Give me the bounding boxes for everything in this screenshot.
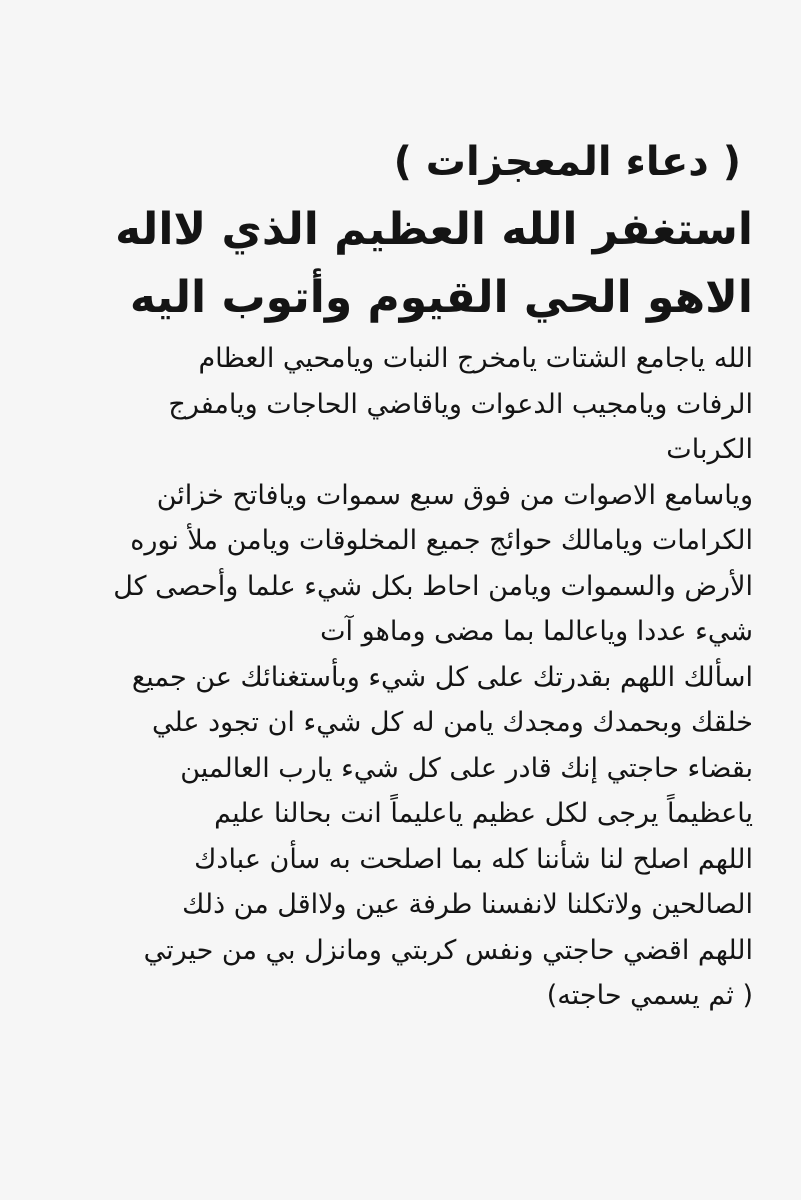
closing-instruction: ( ثم يسمي حاجته): [546, 980, 753, 1011]
body-line: اللهم اصلح لنا شأننا كله بما اصلحت به سأن عبادك: [194, 843, 753, 875]
body-line: اللهم اقضي حاجتي ونفس كربتي ومانزل بي من حيرتي: [143, 934, 753, 966]
prayer-document: [60, 128, 753, 1019]
body-line: بقضاء حاجتي إنك قادر على كل شيء يارب العالمين: [180, 752, 753, 784]
prayer-title: ( دعاء المعجزات ): [393, 139, 741, 185]
heading-line-1: استغفر الله العظيم الذي لااله: [115, 204, 753, 255]
body-line: خلقك وبحمدك ومجدك يامن له كل شيء ان تجود علي: [151, 707, 753, 738]
body-line: الكرامات ويامالك حوائج جميع المخلوقات ويامن ملأ نوره: [130, 525, 753, 556]
body-line: الصالحين ولاتكلنا لانفسنا طرفة عين ولااقل من ذلك: [182, 889, 753, 920]
body-line: شيء عددا وياعالما بما مضى وماهو آت: [320, 616, 753, 647]
body-line: اسألك اللهم بقدرتك على كل شيء وبأستغنائك عن جميع: [131, 661, 753, 693]
prayer-body: [60, 336, 753, 1019]
body-line: الكربات: [666, 434, 753, 465]
body-line: الأرض والسموات ويامن احاط بكل شيء علما وأحصى كل: [113, 570, 753, 602]
body-line: ياعظيماً يرجى لكل عظيم ياعليماً انت بحالنا عليم: [214, 798, 753, 829]
body-line: الله ياجامع الشتات يامخرج النبات ويامحيي العظام: [198, 343, 753, 374]
body-line: الرفات ويامجيب الدعوات وياقاضي الحاجات ويامفرج: [168, 388, 753, 420]
heading-line-2: الاهو الحي القيوم وأتوب اليه: [129, 272, 753, 323]
body-line: وياسامع الاصوات من فوق سبع سموات ويافاتح خزائن: [156, 479, 753, 511]
